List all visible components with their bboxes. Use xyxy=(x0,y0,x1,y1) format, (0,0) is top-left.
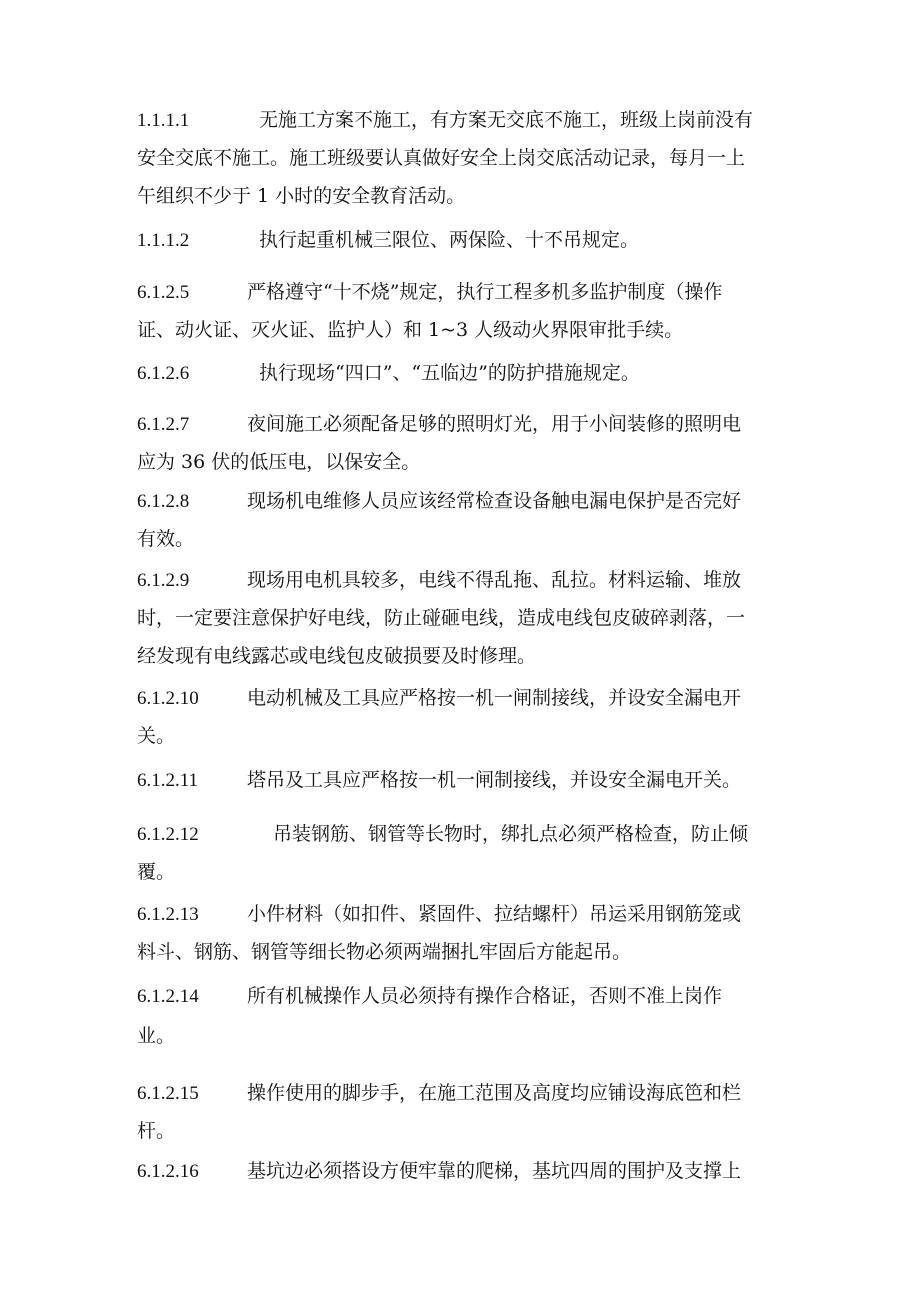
clause-number: 6.1.2.15 xyxy=(137,1083,199,1104)
clause-6-1-2-13 xyxy=(137,895,782,971)
clause-text: 无施工方案不施工，有方案无交底不施工，班级上岗前没有 xyxy=(259,109,754,131)
clause-6-1-2-14 xyxy=(137,977,782,1055)
clause-continuation-line: 午组织不少于 1 小时的安全教育活动。 xyxy=(137,185,466,207)
clause-first-line xyxy=(137,273,782,311)
clause-1-1-1-1 xyxy=(137,101,782,215)
clause-number: 1.1.1.1 xyxy=(137,110,190,131)
clause-number: 6.1.2.11 xyxy=(137,770,199,791)
clause-first-line xyxy=(137,561,782,599)
clause-6-1-2-16 xyxy=(137,1152,782,1190)
clause-number: 6.1.2.13 xyxy=(137,904,199,925)
clause-number: 6.1.2.5 xyxy=(137,282,190,303)
clause-continuation-line: 覆。 xyxy=(137,861,176,883)
clause-first-line xyxy=(137,679,782,717)
clause-first-line xyxy=(137,221,782,259)
clause-number: 6.1.2.8 xyxy=(137,491,190,512)
clause-first-line xyxy=(137,815,782,853)
clause-text: 现场机电维修人员应该经常检查设备触电漏电保护是否完好 xyxy=(247,490,742,512)
clause-text: 基坑边必须搭设方便牢靠的爬梯，基坑四周的围护及支撑上 xyxy=(247,1160,742,1182)
clause-first-line xyxy=(137,482,782,520)
clause-text: 操作使用的脚步手，在施工范围及高度均应铺设海底笆和栏 xyxy=(247,1082,742,1104)
clause-number: 6.1.2.6 xyxy=(137,363,190,384)
clause-6-1-2-9 xyxy=(137,561,782,675)
clause-6-1-2-7 xyxy=(137,405,782,481)
clause-number: 6.1.2.12 xyxy=(137,824,199,845)
clause-continuation-line: 应为 36 伏的低压电，以保安全。 xyxy=(137,451,421,473)
clause-continuation-line: 经发现有电线露芯或电线包皮破损要及时修理。 xyxy=(137,645,537,667)
clause-6-1-2-12 xyxy=(137,815,782,891)
clause-6-1-2-6 xyxy=(137,354,782,392)
clause-continuation-line: 证、动火证、灭火证、监护人）和 1~3 人级动火界限审批手续。 xyxy=(137,319,684,341)
clause-6-1-2-5 xyxy=(137,273,782,349)
clause-6-1-2-15 xyxy=(137,1074,782,1150)
clause-6-1-2-11 xyxy=(137,761,782,799)
clause-number: 6.1.2.9 xyxy=(137,570,190,591)
clause-first-line xyxy=(137,1152,782,1190)
clause-text: 夜间施工必须配备足够的照明灯光，用于小间装修的照明电 xyxy=(247,413,742,435)
clause-continuation-line: 业。 xyxy=(137,1025,176,1047)
clause-number: 6.1.2.16 xyxy=(137,1161,199,1182)
clause-text: 执行起重机械三限位、两保险、十不吊规定。 xyxy=(259,229,640,251)
clause-continuation-line: 关。 xyxy=(137,725,176,747)
clause-text: 所有机械操作人员必须持有操作合格证，否则不准上岗作 xyxy=(247,985,723,1007)
clause-first-line xyxy=(137,101,782,139)
clause-number: 6.1.2.7 xyxy=(137,414,190,435)
clause-text: 电动机械及工具应严格按一机一闸制接线，并设安全漏电开 xyxy=(247,687,742,709)
clause-number: 1.1.1.2 xyxy=(137,230,190,251)
clause-1-1-1-2 xyxy=(137,221,782,259)
clause-first-line xyxy=(137,761,782,799)
clause-text: 执行现场“四口”、“五临边”的防护措施规定。 xyxy=(259,362,640,384)
clause-first-line xyxy=(137,405,782,443)
clause-text: 塔吊及工具应严格按一机一闸制接线，并设安全漏电开关。 xyxy=(247,769,742,791)
clause-text: 吊装钢筋、钢管等长物时，绑扎点必须严格检查，防止倾 xyxy=(273,823,749,845)
clause-first-line xyxy=(137,1074,782,1112)
clause-continuation-line: 时，一定要注意保护好电线，防止碰砸电线，造成电线包皮破碎剥落，一 xyxy=(137,607,746,629)
clause-6-1-2-10 xyxy=(137,679,782,755)
clause-6-1-2-8 xyxy=(137,482,782,558)
clause-continuation-line: 料斗、钢筋、钢管等细长物必须两端捆扎牢固后方能起吊。 xyxy=(137,941,632,963)
clause-continuation-line: 杆。 xyxy=(137,1120,176,1142)
clause-first-line xyxy=(137,895,782,933)
clause-text: 小件材料（如扣件、紧固件、拉结螺杆）吊运采用钢筋笼或 xyxy=(247,903,742,925)
clause-first-line xyxy=(137,354,782,392)
clause-number: 6.1.2.14 xyxy=(137,986,199,1007)
clause-number: 6.1.2.10 xyxy=(137,688,199,709)
clause-first-line xyxy=(137,977,782,1015)
clause-text: 严格遵守“十不烧”规定，执行工程多机多监护制度（操作 xyxy=(247,281,723,303)
clause-continuation-line: 有效。 xyxy=(137,528,195,550)
clause-continuation-line: 安全交底不施工。施工班级要认真做好安全上岗交底活动记录，每月一上 xyxy=(137,147,746,169)
clause-text: 现场用电机具较多，电线不得乱拖、乱拉。材料运输、堆放 xyxy=(247,569,742,591)
